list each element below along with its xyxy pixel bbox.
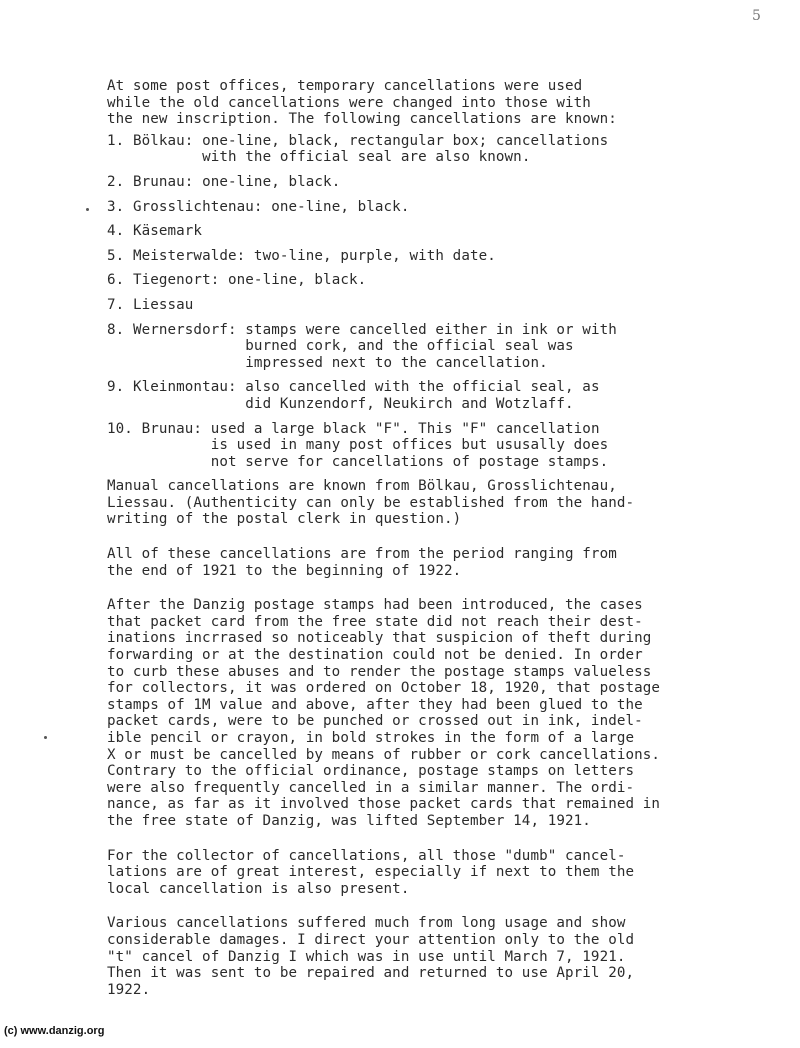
list-item (107, 272, 777, 289)
damaged-cancellations-paragraph: Various cancellations suffered much from long usage and show considerable damages. I direct your attention only to the old "t" cancel of Danzig I which was in use until March 7, 1921. Then it was sent to be repaired and returned to use April 20, 1922. (107, 915, 635, 998)
item-number: 10. (107, 420, 142, 437)
item-number: 2. (107, 173, 133, 190)
item-number: 7. (107, 296, 133, 313)
item-description: one-line, black. (202, 173, 341, 190)
collector-paragraph: For the collector of cancellations, all those "dumb" cancel- lations are of great interest, especially if next to them the local cancellation is also present. (107, 847, 635, 897)
item-place: Bölkau: (132, 132, 203, 149)
item-number: 6. (107, 272, 133, 289)
item-description: one-line, black, rectangular box; cancellations with the official seal are also known. (202, 132, 609, 166)
scan-speck (44, 736, 47, 739)
item-number: 1. (107, 132, 133, 149)
item-place: Liessau (132, 296, 194, 313)
footer-copyright: (c) www.danzig.org (4, 1025, 105, 1037)
item-number: 8. (107, 321, 133, 338)
list-item (107, 297, 777, 314)
item-description: one-line, black. (228, 272, 367, 289)
item-number: 9. (107, 379, 133, 396)
item-number: 5. (107, 247, 133, 264)
intro-paragraph: At some post offices, temporary cancellations were used while the old cancellations were changed into those with the new inscription. The following cancellations are known: (107, 78, 617, 128)
list-item (107, 199, 777, 216)
document-body (107, 78, 777, 998)
item-place: Grosslichtenau: (132, 198, 272, 215)
item-place: Wernersdorf: (132, 321, 246, 338)
item-place: Kleinmontau: (132, 379, 246, 396)
list-item (107, 248, 777, 265)
manual-cancellations-paragraph: Manual cancellations are known from Bölkau, Grosslichtenau, Liessau. (Authenticity can only be established from the hand- writing of the postal clerk in question.) (107, 478, 635, 528)
item-place: Brunau: (141, 420, 211, 437)
item-description: stamps were cancelled either in ink or with burned cork, and the official seal was impressed next to the cancellation. (245, 321, 617, 371)
list-item (107, 322, 777, 372)
item-place: Käsemark (132, 223, 203, 240)
list-item (107, 133, 777, 166)
item-number: 4. (107, 223, 133, 240)
item-description: used a large black "F". This "F" cancellation is used in many post offices but ususally does not serve for cancellations of postage stamps. (210, 420, 609, 470)
period-paragraph: All of these cancellations are from the period ranging from the end of 1921 to the beginning of 1922. (107, 546, 617, 579)
list-item (107, 421, 777, 471)
item-description: two-line, purple, with date. (253, 247, 496, 264)
scan-speck (86, 208, 89, 211)
danzig-stamps-paragraph: After the Danzig postage stamps had been introduced, the cases that packet card from the free state did not reach their dest- inations incrrased so noticeably that suspicion of theft during forwarding or at the destination could not be denied. In order to curb these abuses and to render the postage stamps valueless for collectors, it was ordered on October 18, 1920, that postage stamps of 1M value and above, after they had been glued to the packet cards, were to be punched or crossed out in ink, indel- ible pencil or crayon, in bold strokes in the form of a large X or must be cancelled by means of rubber or cork cancellations. Contrary to the official ordinance, postage stamps on letters were also frequently cancelled in a similar manner. The ordi- nance, as far as it involved those packet cards that remained in the free state of Danzig, was lifted September 14, 1921. (107, 597, 661, 829)
page-number: 5 (752, 8, 761, 24)
item-description: one-line, black. (271, 198, 410, 215)
item-place: Meisterwalde: (132, 247, 254, 264)
item-number: 3. (107, 198, 133, 215)
item-place: Tiegenort: (132, 272, 228, 289)
list-item (107, 379, 777, 412)
cancellation-list (107, 133, 777, 471)
list-item (107, 174, 777, 191)
item-place: Brunau: (132, 173, 203, 190)
list-item (107, 223, 777, 240)
item-description: also cancelled with the official seal, as did Kunzendorf, Neukirch and Wotzlaff. (245, 379, 600, 412)
